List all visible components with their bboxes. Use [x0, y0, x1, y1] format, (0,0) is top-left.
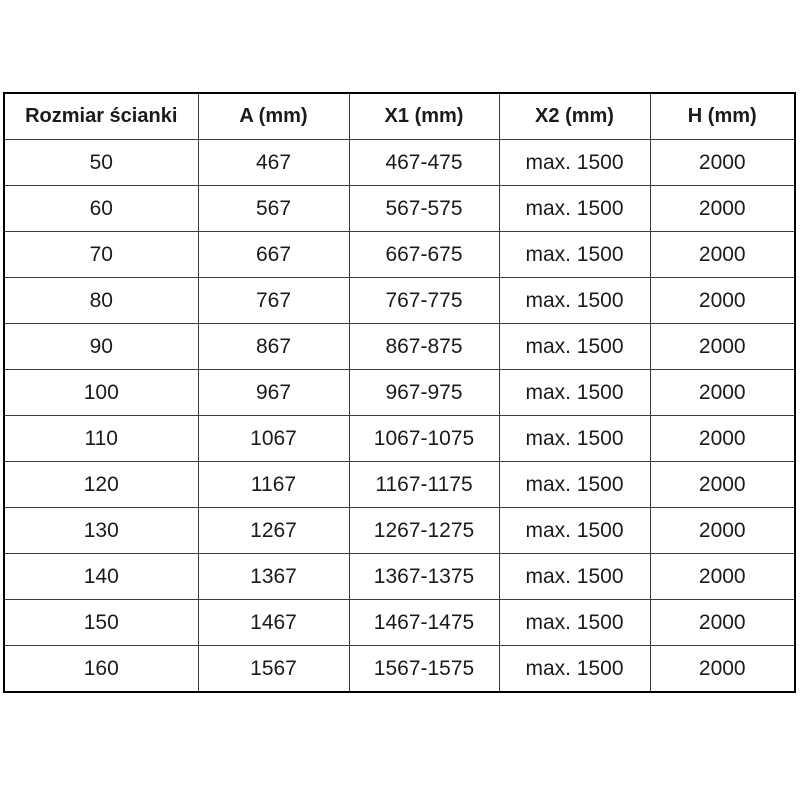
table-cell: max. 1500 [499, 324, 650, 370]
table-header-row [4, 93, 795, 140]
table-cell: 1067-1075 [349, 416, 499, 462]
table-cell: 567-575 [349, 186, 499, 232]
table-cell: max. 1500 [499, 186, 650, 232]
table-cell: 767-775 [349, 278, 499, 324]
table-cell: 70 [4, 232, 198, 278]
column-header-x1-mm: X1 (mm) [349, 93, 499, 140]
table-cell: 2000 [650, 232, 795, 278]
table-cell: max. 1500 [499, 416, 650, 462]
table-cell: max. 1500 [499, 232, 650, 278]
table-cell: 1467-1475 [349, 600, 499, 646]
table-cell: 50 [4, 140, 198, 186]
table-cell: 150 [4, 600, 198, 646]
table-cell: 2000 [650, 462, 795, 508]
table-cell: 967 [198, 370, 349, 416]
table-cell: max. 1500 [499, 554, 650, 600]
table-cell: 1267-1275 [349, 508, 499, 554]
table-cell: 2000 [650, 508, 795, 554]
table-header [4, 93, 795, 140]
table-row [4, 508, 795, 554]
table-cell: 1567-1575 [349, 646, 499, 693]
table-cell: 90 [4, 324, 198, 370]
table-row [4, 416, 795, 462]
table-cell: max. 1500 [499, 646, 650, 693]
table-cell: 2000 [650, 370, 795, 416]
table-cell: 1267 [198, 508, 349, 554]
table-row [4, 600, 795, 646]
table-cell: 467-475 [349, 140, 499, 186]
column-header-rozmiar-scianki: Rozmiar ścianki [4, 93, 198, 140]
table-cell: 2000 [650, 554, 795, 600]
table-cell: max. 1500 [499, 462, 650, 508]
column-header-x2-mm: X2 (mm) [499, 93, 650, 140]
table-cell: 2000 [650, 186, 795, 232]
table-row [4, 324, 795, 370]
table-cell: 2000 [650, 416, 795, 462]
table-cell: max. 1500 [499, 370, 650, 416]
table-cell: 1167-1175 [349, 462, 499, 508]
table-cell: 1167 [198, 462, 349, 508]
table-cell: 1367 [198, 554, 349, 600]
table-row [4, 646, 795, 693]
table-cell: max. 1500 [499, 508, 650, 554]
table-cell: 2000 [650, 140, 795, 186]
table-cell: 100 [4, 370, 198, 416]
table-cell: 80 [4, 278, 198, 324]
table-cell: 867-875 [349, 324, 499, 370]
table-cell: 2000 [650, 646, 795, 693]
table-row [4, 278, 795, 324]
table-cell: 2000 [650, 324, 795, 370]
table-cell: 160 [4, 646, 198, 693]
table-body [4, 140, 795, 693]
table-cell: 867 [198, 324, 349, 370]
table-cell: 140 [4, 554, 198, 600]
table-cell: 130 [4, 508, 198, 554]
table-cell: 767 [198, 278, 349, 324]
table-cell: max. 1500 [499, 278, 650, 324]
table-cell: 2000 [650, 278, 795, 324]
size-table [3, 92, 796, 693]
table-cell: 1467 [198, 600, 349, 646]
table-cell: 967-975 [349, 370, 499, 416]
column-header-a-mm: A (mm) [198, 93, 349, 140]
table-row [4, 554, 795, 600]
table-row [4, 232, 795, 278]
table-cell: max. 1500 [499, 600, 650, 646]
table-row [4, 186, 795, 232]
table-cell: 2000 [650, 600, 795, 646]
table-cell: 667-675 [349, 232, 499, 278]
table-cell: 467 [198, 140, 349, 186]
table-row [4, 140, 795, 186]
table-cell: 667 [198, 232, 349, 278]
table-row [4, 462, 795, 508]
table-cell: max. 1500 [499, 140, 650, 186]
table-cell: 1067 [198, 416, 349, 462]
table-row [4, 370, 795, 416]
table-cell: 110 [4, 416, 198, 462]
table-cell: 1367-1375 [349, 554, 499, 600]
table-cell: 60 [4, 186, 198, 232]
table-cell: 567 [198, 186, 349, 232]
table-cell: 120 [4, 462, 198, 508]
size-table-container [3, 92, 796, 693]
column-header-h-mm: H (mm) [650, 93, 795, 140]
table-cell: 1567 [198, 646, 349, 693]
